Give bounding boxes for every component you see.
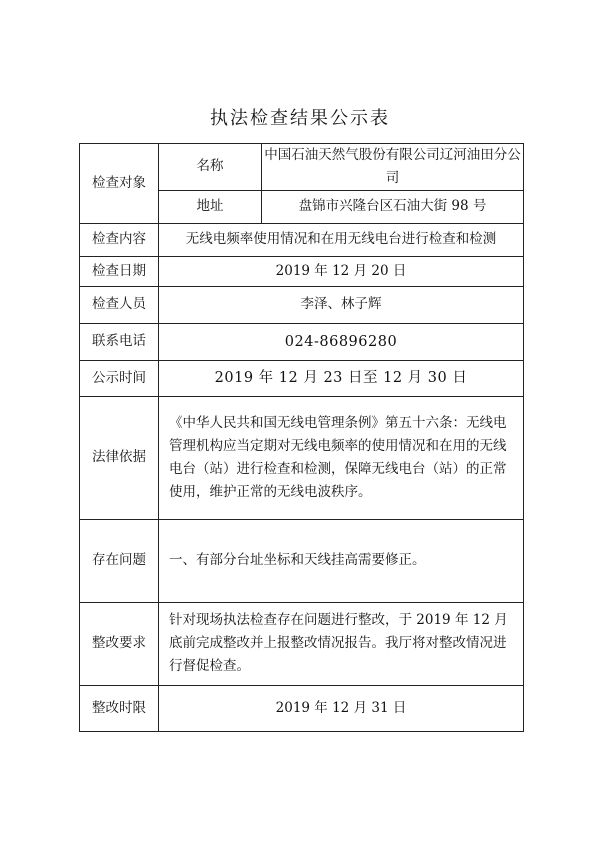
rectification-requirements-value: 针对现场执法检查存在问题进行整改，于 2019 年 12 月底前完成整改并上报整改情况报告。我厅将对整改情况进行督促检查。 [159, 602, 524, 685]
rectification-requirements-label: 整改要求 [80, 602, 159, 685]
address-label: 地址 [159, 190, 262, 223]
rectification-deadline-label: 整改时限 [80, 685, 159, 731]
inspection-content-value: 无线电频率使用情况和在用无线电台进行检查和检测 [159, 223, 524, 256]
table-row [80, 256, 524, 286]
inspection-content-label: 检查内容 [80, 223, 159, 256]
table-row [80, 602, 524, 685]
table-row [80, 519, 524, 602]
inspectors-value: 李泽、林子辉 [159, 286, 524, 323]
address-value: 盘锦市兴隆台区石油大街 98 号 [262, 190, 524, 223]
existing-problems-value: 一、有部分台址坐标和天线挂高需要修正。 [159, 519, 524, 602]
legal-basis-label: 法律依据 [80, 396, 159, 519]
table-row [80, 323, 524, 360]
table-row [80, 223, 524, 256]
publicity-period-label: 公示时间 [80, 360, 159, 396]
table-row [80, 360, 524, 396]
inspectors-label: 检查人员 [80, 286, 159, 323]
document-title: 执法检查结果公示表 [210, 108, 390, 129]
inspection-target-label: 检查对象 [80, 144, 159, 224]
name-label: 名称 [159, 144, 262, 191]
table-row [80, 286, 524, 323]
rectification-deadline-value: 2019 年 12 月 31 日 [159, 685, 524, 731]
inspection-result-table [79, 143, 524, 732]
publicity-period-value: 2019 年 12 月 23 日至 12 月 30 日 [159, 360, 524, 396]
phone-value: 024-86896280 [159, 323, 524, 360]
inspection-date-value: 2019 年 12 月 20 日 [159, 256, 524, 286]
phone-label: 联系电话 [80, 323, 159, 360]
legal-basis-value: 《中华人民共和国无线电管理条例》第五十六条：无线电管理机构应当定期对无线电频率的使用情况和在用的无线电台（站）进行检查和检测，保障无线电台（站）的正常使用，维护正常的无线电波秩序。 [159, 396, 524, 519]
name-value: 中国石油天然气股份有限公司辽河油田分公司 [262, 144, 524, 191]
inspection-date-label: 检查日期 [80, 256, 159, 286]
table-row [80, 685, 524, 731]
table-row [80, 396, 524, 519]
existing-problems-label: 存在问题 [80, 519, 159, 602]
table-row [80, 144, 524, 191]
